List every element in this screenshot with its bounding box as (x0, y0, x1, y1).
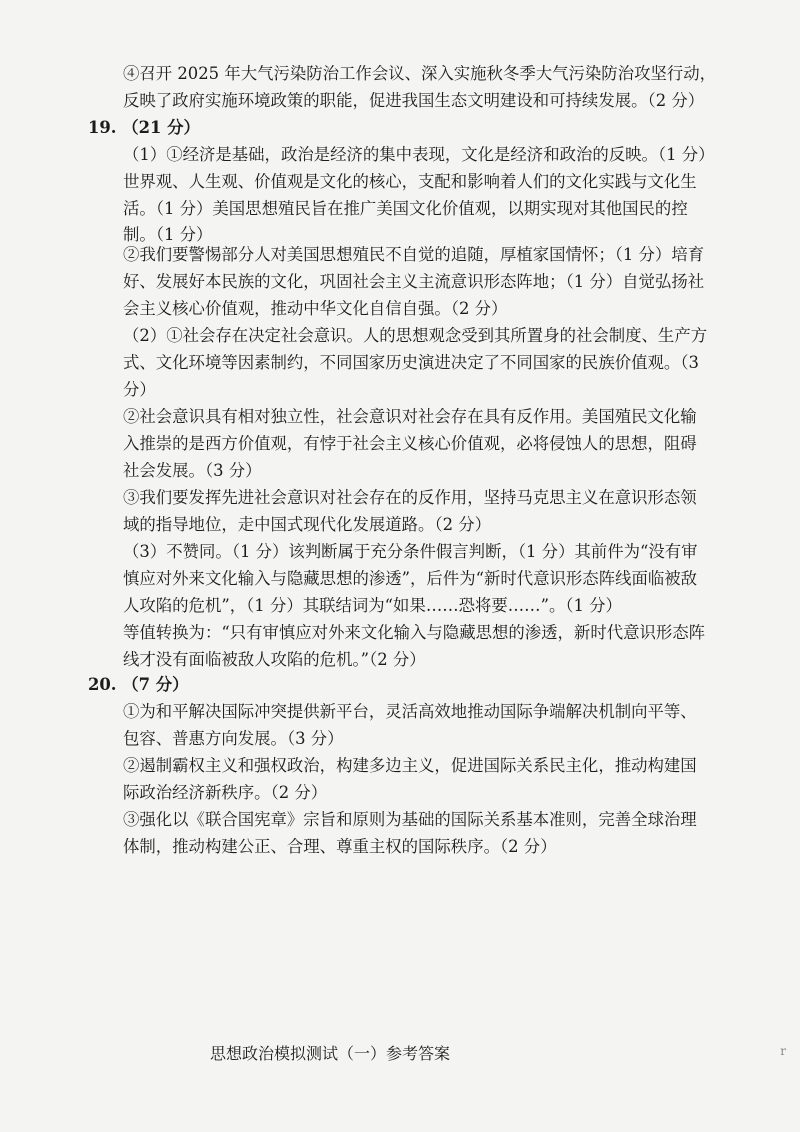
q19-line: ②社会意识具有相对独立性，社会意识对社会存在具有反作用。美国殖民文化输 (123, 407, 697, 426)
q20-line: ③强化以《联合国宪章》宗旨和原则为基础的国际关系基本准则，完善全球治理 (123, 810, 697, 829)
q19-line: （1）①经济是基础，政治是经济的集中表现，文化是经济和政治的反映。（1 分） (123, 145, 715, 164)
q19-line: 人攻陷的危机”，（1 分）其联结词为“如果……恐将要……”。（1 分） (123, 596, 622, 615)
q19-line: 等值转换为：“只有审慎应对外来文化输入与隐藏思想的渗透，新时代意识形态阵 (123, 623, 706, 642)
footer-title: 思想政治模拟测试（一）参考答案 (210, 1044, 451, 1063)
q19-line: 制。（1 分） (123, 225, 213, 244)
q19-line: 慎应对外来文化输入与隐藏思想的渗透”，后件为“新时代意识形态阵线面临被敌 (123, 569, 698, 588)
q19-line: 分） (123, 380, 156, 399)
q20-line: 际政治经济新秩序。（2 分） (123, 783, 328, 802)
q19-line: （3）不赞同。（1 分）该判断属于充分条件假言判断，（1 分）其前件为“没有审 (123, 542, 698, 561)
q20-number: 20. (88, 675, 117, 694)
q19-line: ③我们要发挥先进社会意识对社会存在的反作用，坚持马克思主义在意识形态领 (123, 488, 697, 507)
q19-line: 社会发展。（3 分） (123, 461, 262, 480)
q19-header (88, 115, 200, 141)
q18-line-2: 反映了政府实施环境政策的职能，促进我国生态文明建设和可持续发展。（2 分） (123, 91, 705, 110)
q20-header (88, 672, 189, 698)
q20-score: （7 分） (122, 675, 189, 694)
q19-line: 线才没有面临被敌人攻陷的危机。”（2 分） (123, 650, 426, 669)
q19-line: 好、发展好本民族的文化，巩固社会主义主流意识形态阵地；（1 分）自觉弘扬社 (123, 272, 705, 291)
q19-line: 式、文化环境等因素制约，不同国家历史演进决定了不同国家的民族价值观。（3 (123, 353, 699, 372)
q19-line: 世界观、人生观、价值观是文化的核心，支配和影响着人们的文化实践与文化生 (123, 172, 697, 191)
q19-line: ②我们要警惕部分人对美国思想殖民不自觉的追随，厚植家国情怀；（1 分）培育 (123, 245, 705, 264)
q19-line: 会主义核心价值观，推动中华文化自信自强。（2 分） (123, 299, 508, 318)
q19-line: 域的指导地位，走中国式现代化发展道路。（2 分） (123, 515, 492, 534)
corner-mark: r (780, 1044, 786, 1058)
q20-line: 体制，推动构建公正、合理、尊重主权的国际秩序。（2 分） (123, 837, 557, 856)
q19-line: （2）①社会存在决定社会意识。人的思想观念受到其所置身的社会制度、生产方 (123, 326, 708, 345)
q19-score: （21 分） (122, 118, 200, 137)
q19-line: 活。（1 分）美国思想殖民旨在推广美国文化价值观，以期实现对其他国民的控 (123, 199, 688, 218)
q20-line: ②遏制霸权主义和强权政治，构建多边主义，促进国际关系民主化，推动构建国 (123, 756, 697, 775)
q19-number: 19. (88, 118, 117, 137)
q19-line: 入推崇的是西方价值观，有悖于社会主义核心价值观，必将侵蚀人的思想，阻碍 (123, 434, 697, 453)
q20-line: ①为和平解决国际冲突提供新平台，灵活高效地推动国际争端解决机制向平等、 (123, 702, 697, 721)
q20-line: 包容、普惠方向发展。（3 分） (123, 729, 344, 748)
q18-line-1: ④召开 2025 年大气污染防治工作会议、深入实施秋冬季大气污染防治攻坚行动， (123, 64, 717, 83)
